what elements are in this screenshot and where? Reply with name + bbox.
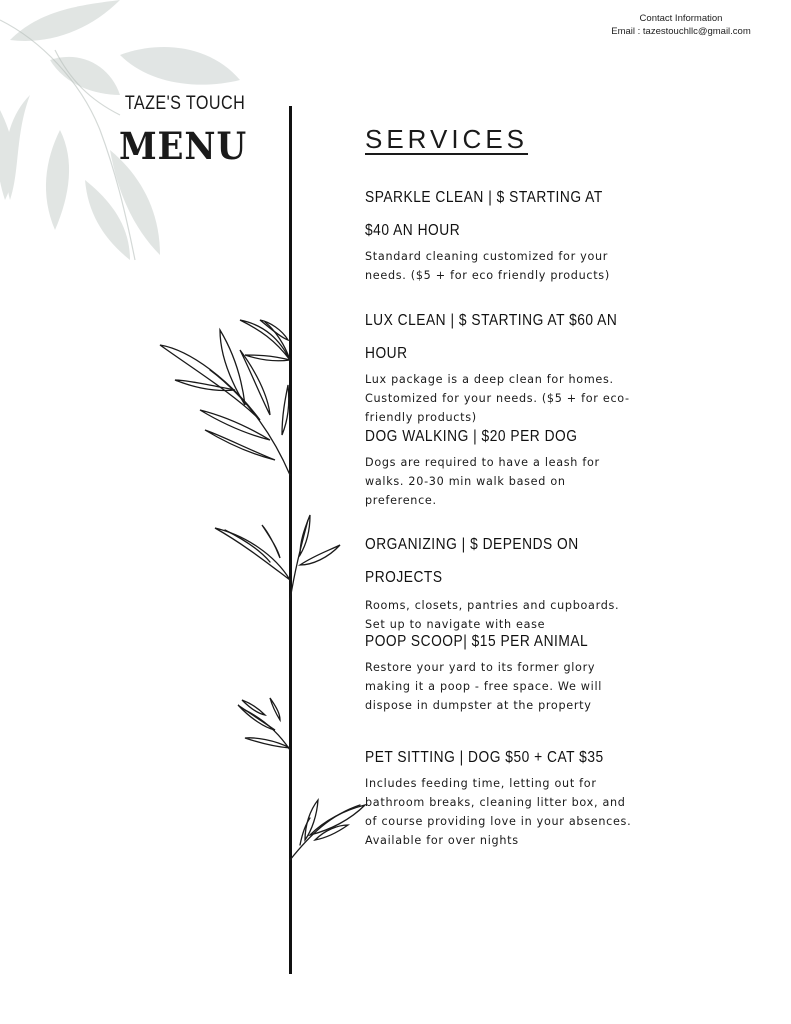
service-description: Dogs are required to have a leash for walks. 20-30 min walk based on preference. [365, 456, 600, 507]
service-name: LUX CLEAN | $ STARTING AT $60 AN HOUR [365, 312, 618, 362]
service-name: POOP SCOOP| $15 PER ANIMAL [365, 633, 589, 650]
service-name: DOG WALKING | $20 PER DOG [365, 428, 578, 445]
service-name: ORGANIZING | $ DEPENDS ON PROJECTS [365, 536, 579, 586]
service-description: Lux package is a deep clean for homes. Customized for your needs. ($5 + for eco-friendly products) [365, 373, 630, 424]
branch-line-art [150, 300, 390, 900]
service-item [365, 528, 635, 634]
service-description: Standard cleaning customized for your needs. ($5 + for eco friendly products) [365, 250, 610, 282]
service-item [365, 420, 635, 510]
contact-email[interactable]: Email : tazestouchllc@gmail.com [611, 26, 751, 37]
service-item [365, 304, 635, 427]
service-name: PET SITTING | DOG $50 + CAT $35 [365, 749, 604, 766]
service-item [365, 741, 635, 850]
service-item [365, 625, 635, 715]
services-heading: SERVICES [365, 124, 529, 154]
service-name: SPARKLE CLEAN | $ STARTING AT $40 AN HOUR [365, 189, 603, 239]
contact-info [581, 12, 781, 38]
contact-heading: Contact Information [639, 13, 723, 24]
service-description: Includes feeding time, letting out for bathroom breaks, cleaning litter box, and of course providing love in your absences. Available for over nights [365, 777, 632, 847]
service-item [365, 181, 635, 285]
business-name: TAZE'S TOUCH [124, 93, 246, 114]
service-description: Rooms, closets, pantries and cupboards. Set up to navigate with ease [365, 599, 620, 631]
page-title: MENU [118, 124, 248, 168]
service-description: Restore your yard to its former glory making it a poop - free space. We will dispose in dumpster at the property [365, 661, 603, 712]
